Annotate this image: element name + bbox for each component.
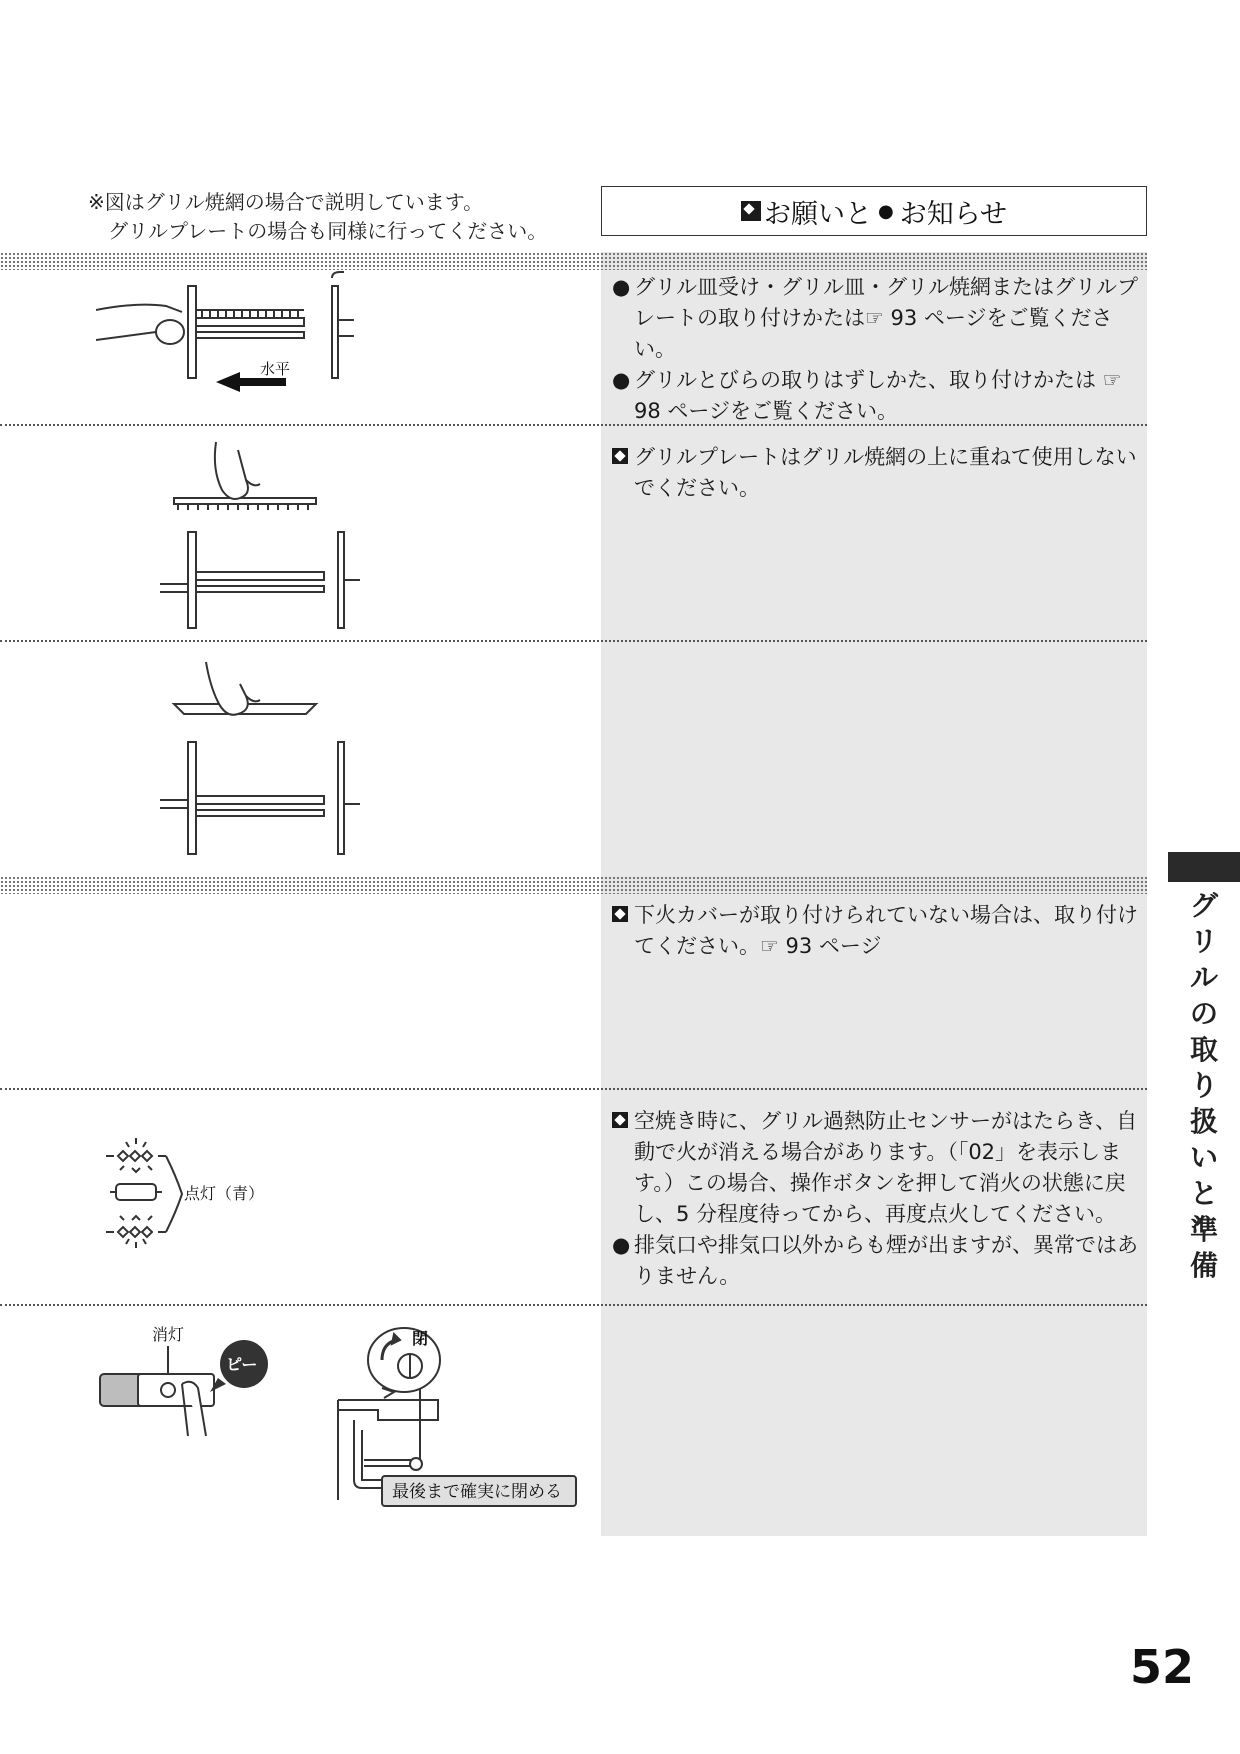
figure-note-line1: ※図はグリル焼網の場合で説明しています。 bbox=[88, 190, 484, 214]
notice-text: グリル皿受け・グリル皿・グリル焼網またはグリルプレートの取り付けかたは☞ 93 ページをご覧ください。 bbox=[634, 275, 1138, 361]
chapter-title-char: 取 bbox=[1189, 1033, 1218, 1066]
notice-header-text2: お知らせ bbox=[899, 198, 1007, 230]
grill-plate-set-illustration bbox=[160, 656, 380, 856]
section4-notices bbox=[612, 900, 1142, 962]
grill-button-off-illustration bbox=[96, 1318, 286, 1438]
section-divider-thick bbox=[0, 876, 1147, 894]
beep-label: ピー bbox=[226, 1355, 258, 1374]
off-label: 消灯 bbox=[152, 1325, 185, 1344]
chapter-title-char: 扱 bbox=[1189, 1105, 1218, 1138]
burner-lamp-illustration bbox=[96, 1136, 286, 1256]
notice-text: 空焼き時に、グリル過熱防止センサーがはたらき、自動で火が消える場合があります。（「02」を表示します。）この場合、操作ボタンを押して消火の状態に戻し、5 分程度待ってから、再度点火してください。 bbox=[634, 1109, 1138, 1226]
notice-item bbox=[612, 365, 1142, 427]
notice-item bbox=[612, 900, 1142, 962]
chapter-title-vertical bbox=[1176, 888, 1232, 1284]
arrow-label: 水平 bbox=[260, 360, 291, 378]
chapter-title-char: グ bbox=[1189, 889, 1218, 922]
notice-item bbox=[612, 272, 1142, 365]
close-label: 閉 bbox=[412, 1329, 429, 1348]
notice-text: 排気口や排気口以外からも煙が出ますが、異常ではありません。 bbox=[634, 1233, 1138, 1288]
chapter-title-char: 準 bbox=[1189, 1213, 1218, 1246]
notice-text: 下火カバーが取り付けられていない場合は、取り付けてください。☞ 93 ページ bbox=[634, 903, 1138, 958]
gas-valve-close-illustration bbox=[330, 1326, 590, 1516]
chapter-title-char: り bbox=[1189, 1069, 1218, 1102]
chapter-title-char: 備 bbox=[1189, 1249, 1218, 1282]
section-divider bbox=[0, 1304, 1147, 1306]
chapter-title-char: の bbox=[1189, 997, 1218, 1030]
section2-notices bbox=[612, 442, 1142, 504]
diamond-box-icon bbox=[741, 201, 761, 221]
bullet-icon: ● bbox=[612, 368, 631, 392]
section-divider bbox=[0, 1088, 1147, 1090]
chapter-title-char: ル bbox=[1189, 961, 1218, 994]
notice-header bbox=[601, 186, 1147, 236]
figure-note-line2: グリルプレートの場合も同様に行ってください。 bbox=[108, 219, 548, 243]
diamond-box-icon bbox=[612, 448, 628, 464]
lamp-label: 点灯（青） bbox=[184, 1184, 265, 1203]
section-divider bbox=[0, 640, 1147, 642]
section-divider-thick bbox=[0, 252, 1147, 270]
notice-item bbox=[612, 442, 1142, 504]
diamond-box-icon bbox=[612, 906, 628, 922]
grill-plate-not-stacked-illustration bbox=[160, 440, 380, 630]
notice-header-text1: お願いと bbox=[764, 198, 873, 230]
notice-item bbox=[612, 1230, 1142, 1292]
chapter-tab-marker bbox=[1168, 852, 1240, 882]
page-number: 52 bbox=[1130, 1640, 1195, 1694]
figure-note bbox=[88, 188, 547, 246]
section5-notices bbox=[612, 1106, 1142, 1292]
section1-notices bbox=[612, 272, 1142, 427]
notice-item bbox=[612, 1106, 1142, 1230]
bullet-icon: ● bbox=[612, 1233, 631, 1257]
grill-rack-insert-illustration bbox=[96, 270, 386, 400]
bullet-icon: ● bbox=[612, 275, 631, 299]
notice-text: グリルプレートはグリル焼網の上に重ねて使用しないでください。 bbox=[634, 445, 1137, 500]
bullet-icon: ● bbox=[878, 200, 894, 222]
chapter-title-char: い bbox=[1189, 1141, 1218, 1174]
chapter-title-char: リ bbox=[1189, 925, 1218, 958]
chapter-title-char: と bbox=[1189, 1177, 1218, 1210]
close-caption: 最後まで確実に閉める bbox=[392, 1482, 562, 1502]
diamond-box-icon bbox=[612, 1112, 628, 1128]
notice-text: グリルとびらの取りはずしかた、取り付けかたは ☞ 98 ページをご覧ください。 bbox=[634, 368, 1122, 423]
